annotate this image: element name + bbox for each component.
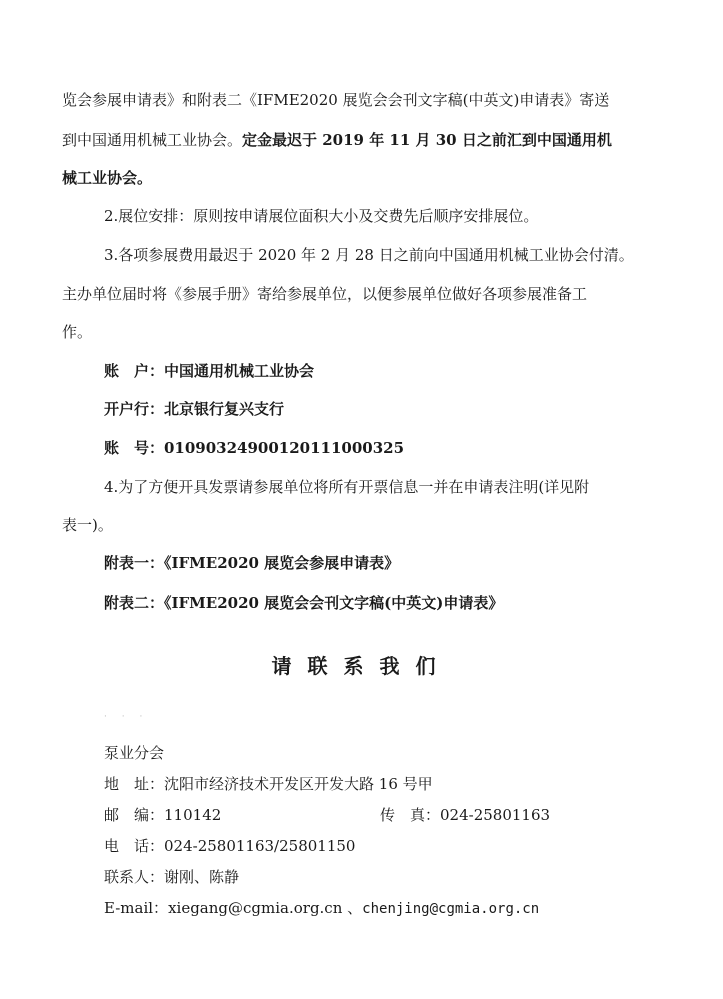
person-label: 联系人：: [104, 868, 165, 886]
attachment-1: 附表一：《IFME2020 展览会参展申请表》: [104, 554, 400, 572]
contact-phone-row: [104, 836, 355, 856]
item4-line1: 4.为了方便开具发票请参展单位将所有开票信息一并在申请表注明(详见附: [104, 478, 590, 496]
item3-line1: 3.各项参展费用最迟于 2020 年 2 月 28 日之前向中国通用机械工业协会付清。: [104, 246, 634, 264]
phone-value: 024-25801163/25801150: [164, 837, 356, 855]
contact-postcode-row: [104, 805, 564, 825]
para1-line2: [62, 130, 723, 150]
fax-value: 024-25801163: [440, 806, 551, 824]
bank-account-name: 账 户：中国通用机械工业协会: [104, 362, 315, 380]
para1-line3: 械工业协会。: [62, 169, 153, 187]
para1-line2-bold: 定金最迟于 2019 年 11 月 30 日之前汇到中国通用机: [242, 131, 612, 149]
para1-line1: 览会参展申请表》和附表二《IFME2020 展览会会刊文字稿(中英文)申请表》寄送: [62, 91, 610, 109]
faint-marks: · · ·: [104, 712, 149, 722]
item2-text: 2.展位安排：原则按申请展位面积大小及交费先后顺序安排展位。: [104, 207, 539, 225]
attachment-2: 附表二：《IFME2020 展览会会刊文字稿(中英文)申请表》: [104, 594, 504, 612]
address-label: 地 址：: [104, 775, 165, 793]
contact-email-row: [104, 898, 539, 919]
address-value: 沈阳市经济技术开发区开发大路 16 号甲: [164, 775, 433, 793]
fax-group: [380, 805, 550, 825]
email-link-2[interactable]: chenjing@cgmia.org.cn: [362, 901, 540, 917]
email-separator: 、: [342, 899, 363, 917]
person-value: 谢刚、陈静: [164, 868, 240, 886]
bank-account-number: 账 号：01090324900120111000325: [104, 439, 405, 457]
item3-line2: 主办单位届时将《参展手册》寄给参展单位，以便参展单位做好各项参展准备工: [62, 285, 588, 303]
item4-line2: 表一)。: [62, 516, 113, 534]
contact-address-row: [104, 774, 433, 794]
item3-line3: 作。: [62, 323, 93, 341]
fax-label: 传 真：: [380, 806, 441, 824]
contact-heading: 请联系我们: [271, 654, 452, 678]
postcode-value: 110142: [164, 806, 222, 824]
email-link-1[interactable]: xiegang@cgmia.org.cn: [168, 899, 343, 917]
para1-line2-normal: 到中国通用机械工业协会。: [62, 131, 243, 149]
contact-org: 泵业分会: [104, 744, 165, 762]
bank-name: 开户行：北京银行复兴支行: [104, 400, 285, 418]
email-label: E-mail：: [104, 899, 169, 917]
phone-label: 电 话：: [104, 837, 165, 855]
postcode-label: 邮 编：: [104, 806, 165, 824]
contact-person-row: [104, 867, 239, 887]
